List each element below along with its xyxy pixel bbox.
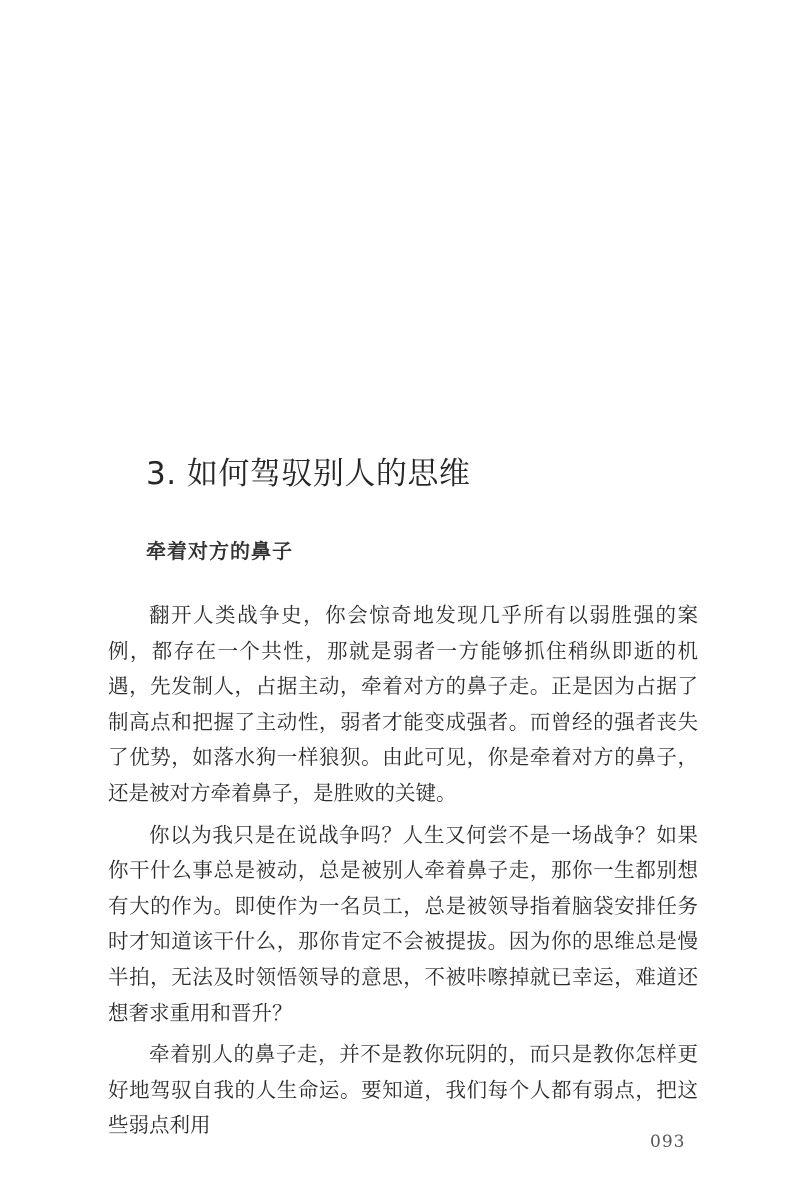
chapter-title: 3. 如何驾驭别人的思维 — [146, 456, 471, 492]
body-text — [108, 598, 698, 1150]
paragraph-1: 翻开人类战争史，你会惊奇地发现几乎所有以弱胜强的案例，都存在一个共性，那就是弱者一方能够抓住稍纵即逝的机遇，先发制人，占据主动，牵着对方的鼻子走。正是因为占据了制高点和把握了主动性，弱者才能变成强者。而曾经的强者丧失了优势，如落水狗一样狼狈。由此可见，你是牵着对方的鼻子，还是被对方牵着鼻子，是胜败的关键。 — [108, 603, 698, 805]
paragraph-2: 你以为我只是在说战争吗？人生又何尝不是一场战争？如果你干什么事总是被动，总是被别人牵着鼻子走，那你一生都别想有大的作为。即使作为一名员工，总是被领导指着脑袋安排任务时才知道该干什么，那你肯定不会被提拔。因为你的思维总是慢半拍，无法及时领悟领导的意思，不被咔嚓掉就已幸运，难道还想奢求重用和晋升？ — [108, 822, 698, 1025]
page-number: 093 — [650, 1132, 686, 1152]
section-title: 牵着对方的鼻子 — [146, 539, 293, 563]
paragraph-3: 牵着别人的鼻子走，并不是教你玩阴的，而只是教你怎样更好地驾驭自我的人生命运。要知道，我们每个人都有弱点，把这些弱点利用 — [108, 1042, 698, 1138]
